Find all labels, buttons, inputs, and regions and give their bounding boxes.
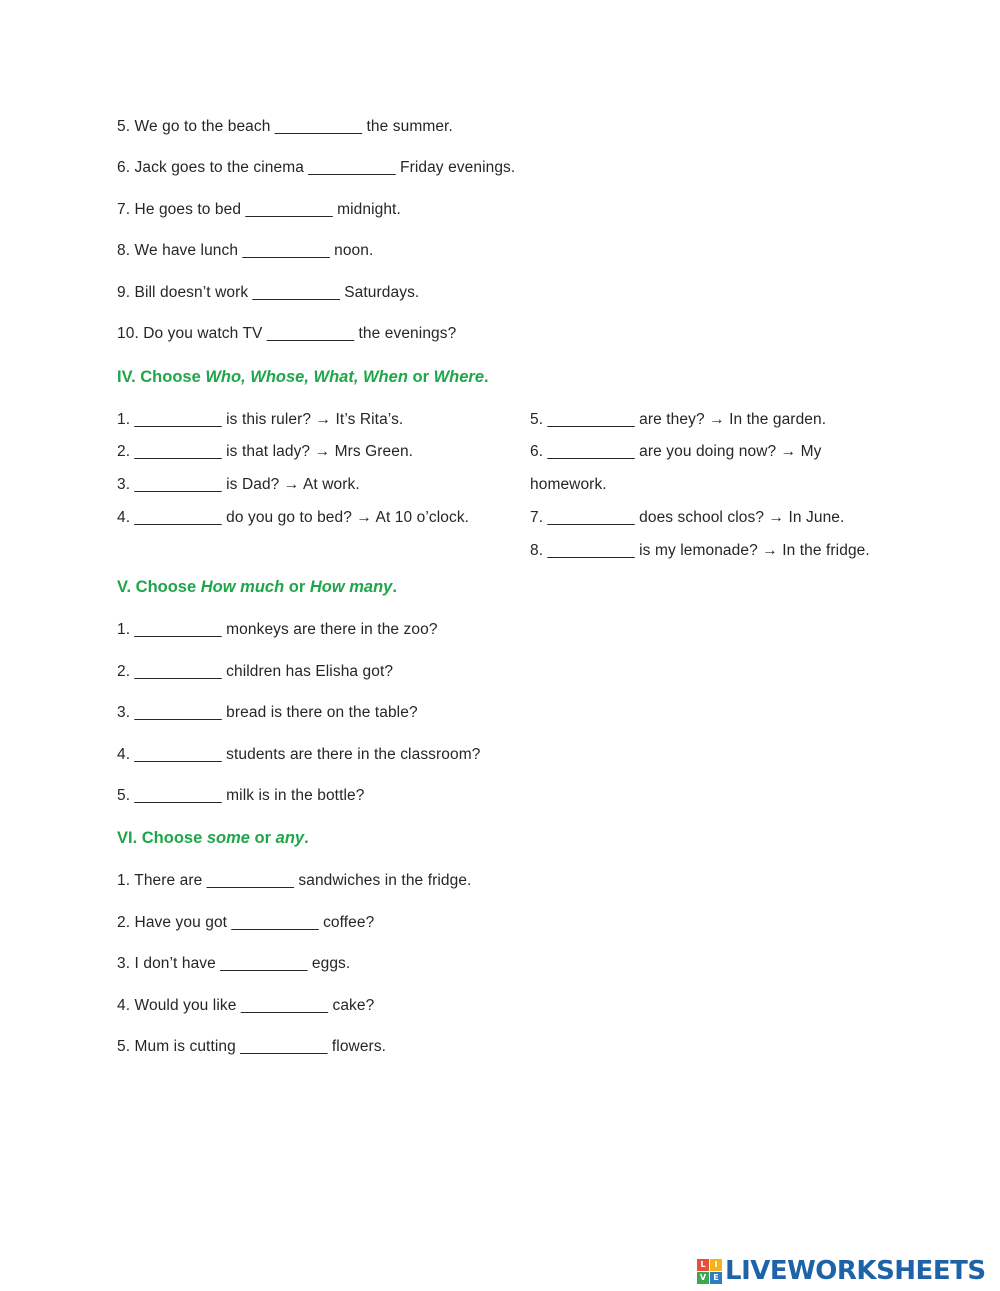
exercise-item: 10. Do you watch TV __________ the evenings? — [117, 325, 457, 342]
section-heading: IV. Choose Who, Whose, What, When or Where. — [117, 368, 489, 386]
exercise-item: 3. I don’t have __________ eggs. — [117, 955, 351, 972]
exercise-item: 5. We go to the beach __________ the summer. — [117, 118, 453, 135]
exercise-item: 6. Jack goes to the cinema __________ Friday evenings. — [117, 159, 516, 176]
logo-text: LIVEWORKSHEETS — [725, 1256, 986, 1286]
exercise-item: 9. Bill doesn’t work __________ Saturdays. — [117, 284, 420, 301]
exercise-item: 1. __________ monkeys are there in the zoo? — [117, 621, 438, 638]
exercise-item: 7. __________ does school clos? → In June. — [530, 509, 845, 526]
exercise-item: 7. He goes to bed __________ midnight. — [117, 201, 401, 218]
exercise-item: 8. __________ is my lemonade? → In the fridge. — [530, 542, 870, 559]
exercise-item: 5. __________ milk is in the bottle? — [117, 787, 365, 804]
exercise-item: 2. Have you got __________ coffee? — [117, 914, 375, 931]
exercise-item: 5. Mum is cutting __________ flowers. — [117, 1038, 387, 1055]
exercise-item-continuation: homework. — [530, 476, 607, 493]
exercise-item: 5. __________ are they? → In the garden. — [530, 411, 827, 428]
section-heading: V. Choose How much or How many. — [117, 578, 397, 596]
exercise-item: 3. __________ bread is there on the table? — [117, 704, 418, 721]
exercise-item: 4. __________ do you go to bed? → At 10 o’clock. — [117, 509, 470, 526]
exercise-item: 2. __________ is that lady? → Mrs Green. — [117, 443, 414, 460]
logo-blocks-icon: L I V E — [697, 1259, 722, 1284]
exercise-item: 6. __________ are you doing now? → My — [530, 443, 822, 460]
exercise-item: 4. Would you like __________ cake? — [117, 997, 375, 1014]
section-heading: VI. Choose some or any. — [117, 829, 309, 847]
exercise-item: 8. We have lunch __________ noon. — [117, 242, 374, 259]
exercise-item: 4. __________ students are there in the classroom? — [117, 746, 481, 763]
exercise-item: 1. There are __________ sandwiches in the fridge. — [117, 872, 472, 889]
exercise-item: 3. __________ is Dad? → At work. — [117, 476, 360, 493]
liveworksheets-logo — [697, 1255, 986, 1287]
exercise-item: 2. __________ children has Elisha got? — [117, 663, 394, 680]
exercise-item: 1. __________ is this ruler? → It’s Rita’s. — [117, 411, 404, 428]
